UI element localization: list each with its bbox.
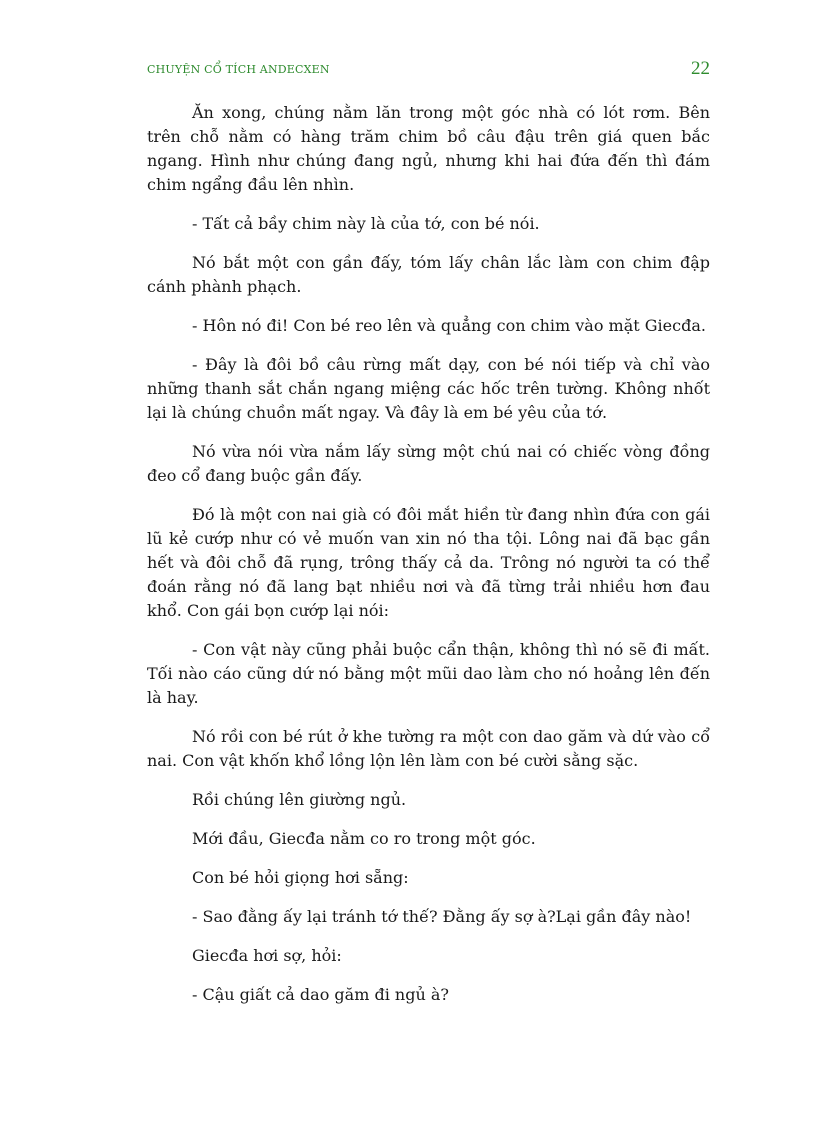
paragraph: Nó bắt một con gần đấy, tóm lấy chân lắc làm con chim đập cánh phành phạch. <box>147 253 710 296</box>
paragraph: - Hôn nó đi! Con bé reo lên và quẳng con chim vào mặt Giecđa. <box>192 316 706 335</box>
paragraph: Giecđa hơi sợ, hỏi: <box>192 946 342 965</box>
paragraph: Nó rồi con bé rút ở khe tường ra một con dao găm và dứ vào cổ nai. Con vật khốn khổ lồng lộn lên làm con bé cười sằng sặc. <box>147 727 710 770</box>
paragraph: Nó vừa nói vừa nắm lấy sừng một chú nai có chiếc vòng đồng đeo cổ đang buộc gần đấy. <box>147 442 710 485</box>
paragraph: - Đây là đôi bồ câu rừng mất dạy, con bé nói tiếp và chỉ vào những thanh sắt chắn ngang miệng các hốc trên tường. Không nhốt lại là chúng chuồn mất ngay. Và đây là em bé yêu của tớ. <box>147 355 710 422</box>
page-header <box>147 58 710 84</box>
running-title: CHUYỆN CỔ TÍCH ANDECXEN <box>147 63 330 76</box>
paragraph: - Cậu giất cả dao găm đi ngủ à? <box>192 985 449 1004</box>
page-number: 22 <box>691 58 710 79</box>
paragraph: Đó là một con nai già có đôi mắt hiền từ đang nhìn đứa con gái lũ kẻ cướp như có vẻ muốn van xin nó tha tội. Lông nai đã bạc gần hết và đôi chỗ đã rụng, trông thấy cả da. Trông nó người ta có thể đoán rằng nó đã lang bạt nhiều nơi và đã từng trải nhiều hơn đau khổ. Con gái bọn cướp lại nói: <box>147 505 710 620</box>
body-text <box>147 101 710 1022</box>
paragraph: Ăn xong, chúng nằm lăn trong một góc nhà có lót rơm. Bên trên chỗ nằm có hàng trăm chim bồ câu đậu trên giá quen bắc ngang. Hình như chúng đang ngủ, nhưng khi hai đứa đến thì đám chim ngẩng đầu lên nhìn. <box>147 103 710 194</box>
paragraph: Rồi chúng lên giường ngủ. <box>192 790 407 809</box>
paragraph: Con bé hỏi giọng hơi sẵng: <box>192 868 409 887</box>
paragraph: - Con vật này cũng phải buộc cẩn thận, không thì nó sẽ đi mất. Tối nào cáo cũng dứ nó bằng một mũi dao làm cho nó hoảng lên đến là hay. <box>147 640 710 707</box>
paragraph: - Tất cả bầy chim này là của tớ, con bé nói. <box>192 214 540 233</box>
paragraph: - Sao đằng ấy lại tránh tớ thế? Đằng ấy sợ à?Lại gần đây nào! <box>192 907 692 926</box>
paragraph: Mới đầu, Giecđa nằm co ro trong một góc. <box>192 829 536 848</box>
